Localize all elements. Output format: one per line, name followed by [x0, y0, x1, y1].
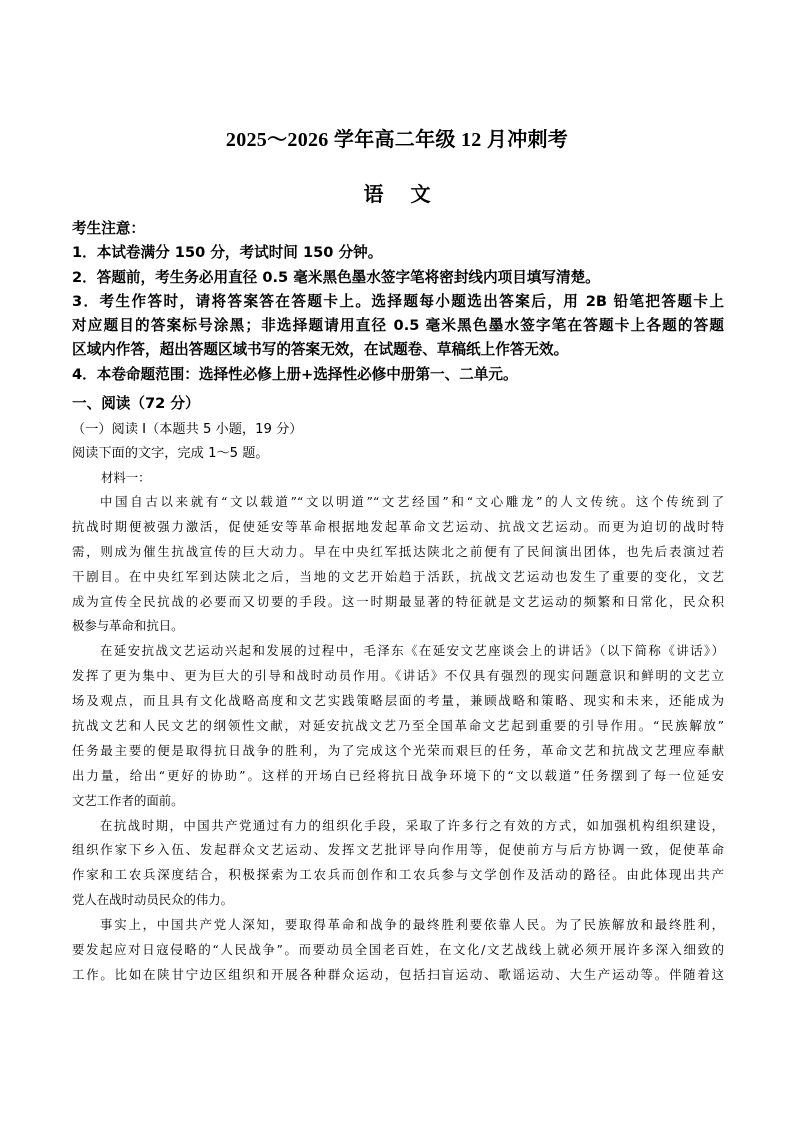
exam-title: 2025～2026 学年高二年级 12 月冲刺考: [225, 129, 569, 151]
passage-line: 需，则成为催生抗战宣传的巨大动力。早在中央红军抵达陕北之前便有了民间演出团体，也先后表演过若: [72, 543, 724, 559]
passage-line: 在延安抗战文艺运动兴起和发展的过程中，毛泽东《在延安文艺座谈会上的讲话》（以下简称《讲话》）: [100, 643, 724, 659]
notice-item-3-line-3: 区域内作答，超出答题区域书写的答案无效，在试题卷、草稿纸上作答无效。: [72, 341, 569, 359]
passage-line: 事实上，中国共产党人深知，要取得革命和战争的最终胜利要依靠人民。为了民族解放和最终胜利，: [100, 917, 724, 933]
notice-heading: 考生注意：: [72, 220, 145, 237]
passage-line: 党人在战时动员民众的伟力。: [72, 892, 234, 908]
passage-line: 抗战文艺和人民文艺的纲领性文献，对延安抗战文艺乃至全国革命文艺起到重要的引导作用。“民族解放”: [72, 718, 724, 734]
passage-line: 作家和工农兵深度结合，积极探索为工农兵而创作和工农兵参与文学创作及活动的路径。由此体现出共产: [72, 867, 724, 883]
subject-title: 语 文: [363, 182, 441, 206]
passage-line: 组织作家下乡入伍、发起群众文艺运动、发挥文艺批评导向作用等，促使前方与后方协调一致，促使革命: [72, 842, 724, 858]
reading-instruction: 阅读下面的文字，完成 1～5 题。: [72, 446, 269, 461]
passage-line: 要发起应对日寇侵略的“人民战争”。而要动员全国老百姓，在文化/文艺战线上就必须开展许多深入细致的: [72, 942, 724, 958]
passage-line: 成为宣传全民抗战的必要而又切要的手段。这一时期最显著的特征就是文艺运动的频繁和日常化，民众积: [72, 593, 724, 609]
passage-line: 发挥了更为集中、更为巨大的引导和战时动员作用。《讲话》不仅具有强烈的现实问题意识和鲜明的文艺立: [72, 668, 724, 684]
part-heading: （一）阅读 I（本题共 5 小题，19 分）: [72, 422, 303, 437]
material-label: 材料一：: [101, 470, 151, 485]
exam-notice: [72, 217, 724, 387]
passage-line: 任务最主要的便是取得抗日战争的胜利，为了完成这个光荣而艰巨的任务，革命文艺和抗战文艺理应奉献: [72, 742, 724, 758]
passage-line: 干剧目。在中央红军到达陕北之后，当地的文艺开始趋于活跃，抗战文艺运动也发生了重要的变化，文艺: [72, 568, 724, 584]
passage-line: 工作。比如在陕甘宁边区组织和开展各种群众运动，包括扫盲运动、歌谣运动、大生产运动等。伴随着这: [72, 966, 724, 982]
notice-item-4: 4．本卷命题范围：选择性必修上册+选择性必修中册第一、二单元。: [72, 365, 518, 383]
passage-line: 场及观点，而且具有文化战略高度和文艺实践策略层面的考量，兼顾战略和策略、现实和未来，还能成为: [72, 693, 724, 709]
notice-item-3-line-2: 对应题目的答案标号涂黑；非选择题请用直径 0.5 毫米黑色墨水签字笔在答题卡上各题的答题: [72, 317, 724, 335]
notice-item-2: 2．答题前，考生务必用直径 0.5 毫米黑色墨水签字笔将密封线内项目填写清楚。: [72, 268, 600, 286]
reading-passage: [72, 490, 724, 988]
passage-line: 抗战时期便被强力激活，促使延安等革命根据地发起革命文艺运动、抗战文艺运动。而更为迫切的战时特: [72, 518, 724, 534]
passage-line: 极参与革命和抗日。: [72, 618, 184, 634]
passage-line: 文艺工作者的面前。: [72, 792, 184, 808]
section-heading: 一、阅读（72 分）: [72, 395, 200, 412]
notice-item-1: 1．本试卷满分 150 分，考试时间 150 分钟。: [72, 244, 383, 262]
notice-item-3-line-1: 3．考生作答时，请将答案答在答题卡上。选择题每小题选出答案后，用 2B 铅笔把答题卡上: [72, 292, 724, 310]
passage-line: 出力量，给出“更好的协助”。这样的开场白已经将抗日战争环境下的“文以载道”任务摆到了每一位延安: [72, 767, 724, 783]
passage-line: 在抗战时期，中国共产党通过有力的组织化手段，采取了许多行之有效的方式，如加强机构组织建设，: [100, 817, 724, 833]
passage-line: 中国自古以来就有“文以载道”“文以明道”“文艺经国”和“文心雕龙”的人文传统。这个传统到了: [100, 494, 724, 509]
